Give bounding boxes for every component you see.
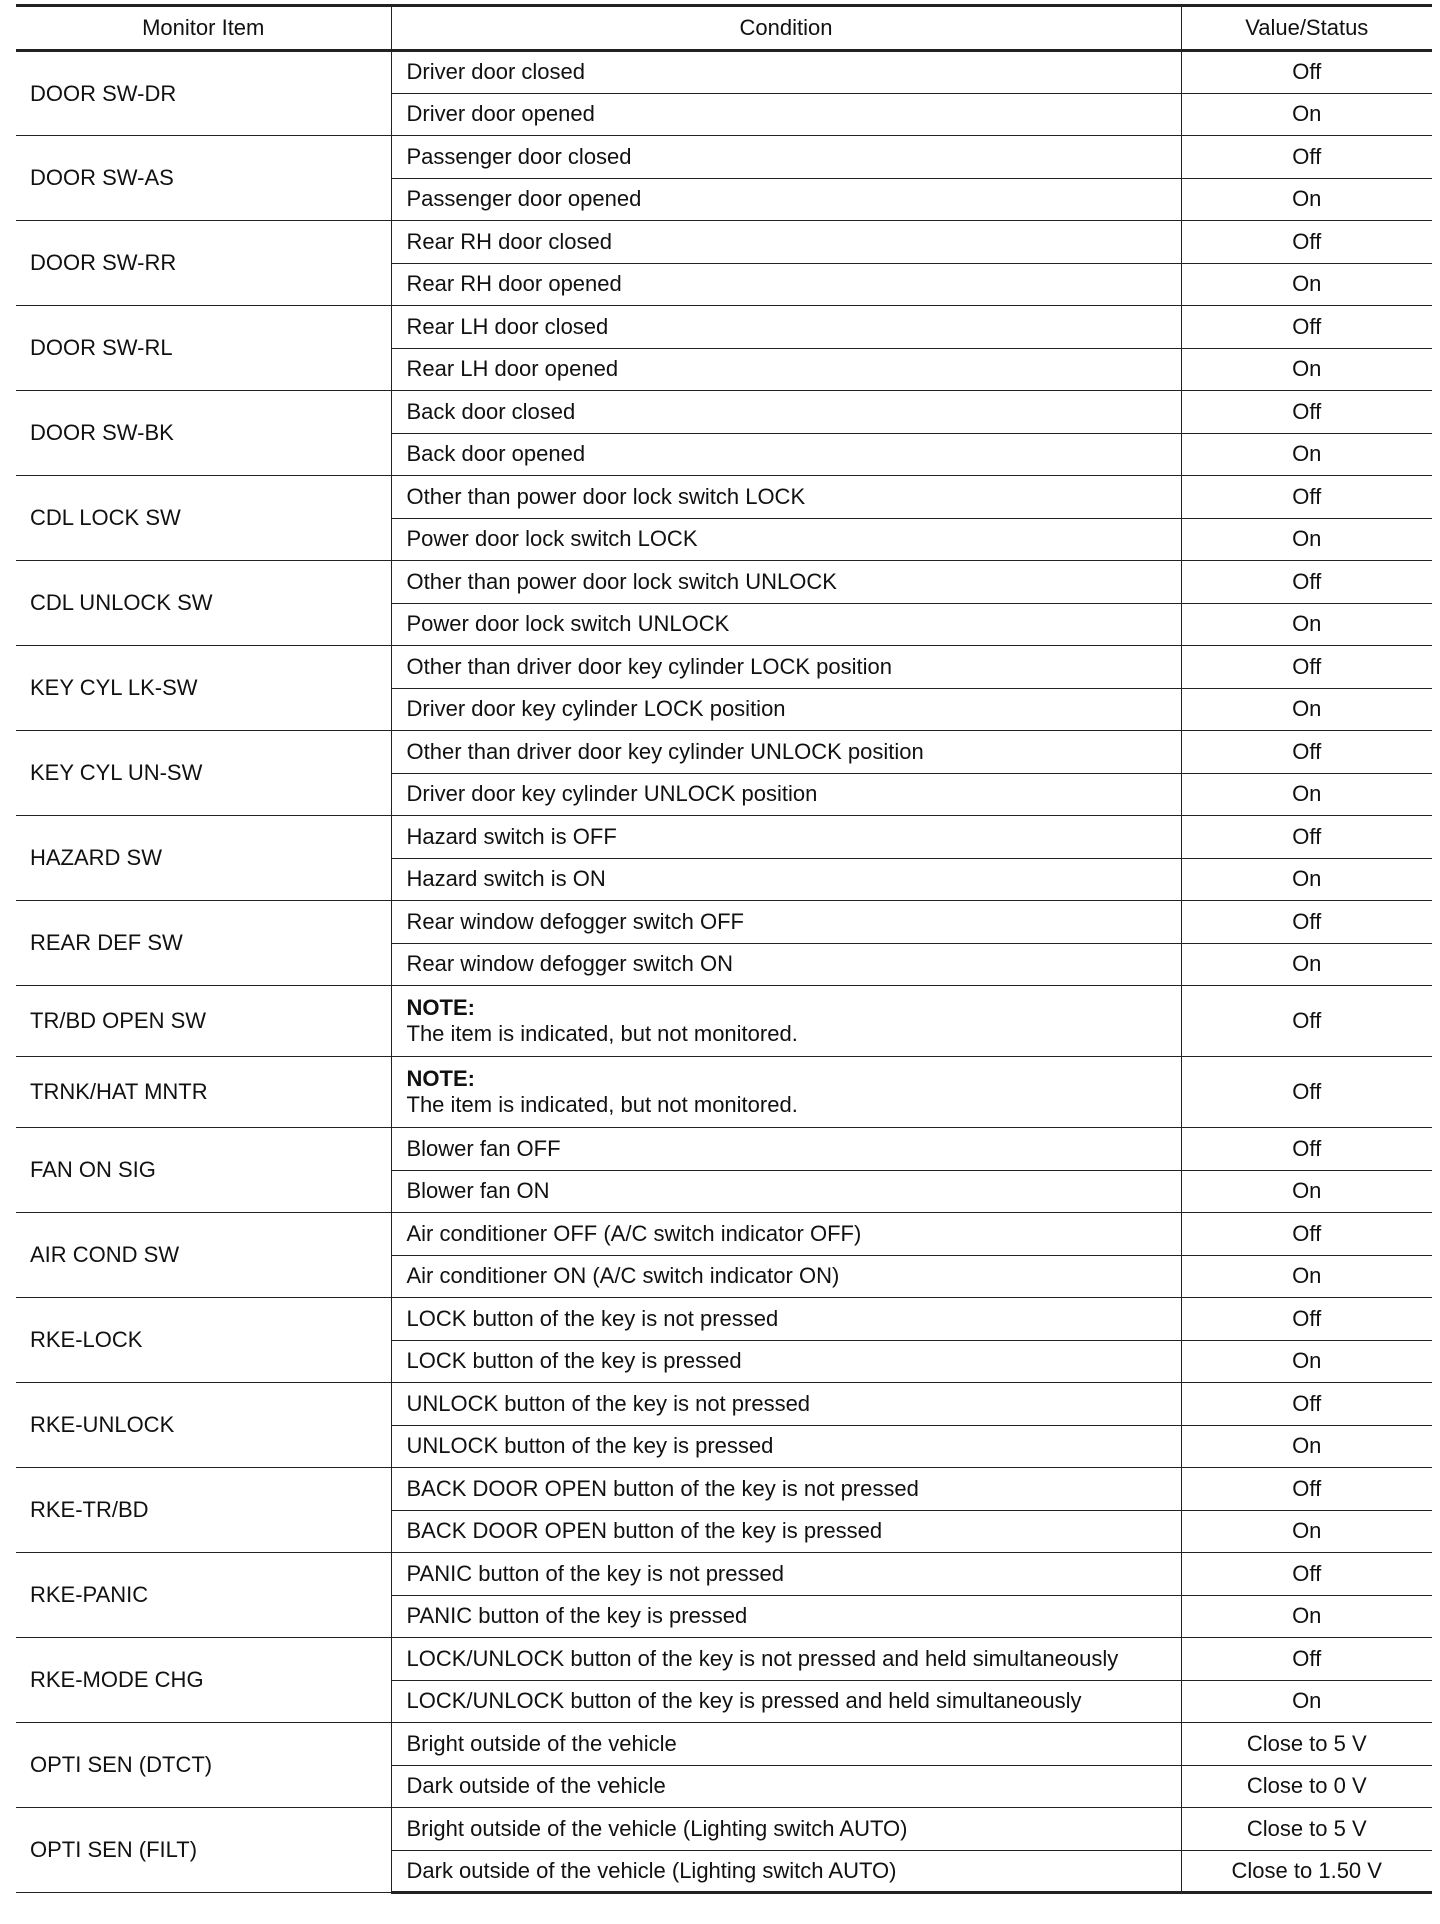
table-row-rke-unlock-1	[16, 1383, 1432, 1426]
value-status-cell: Off	[1181, 51, 1432, 94]
table-row-rke-lock-1	[16, 1298, 1432, 1341]
condition-cell: LOCK/UNLOCK button of the key is not pressed and held simultaneously	[391, 1638, 1181, 1681]
monitor-item-cell: DOOR SW-DR	[16, 51, 391, 136]
condition-cell: Driver door key cylinder LOCK position	[391, 688, 1181, 731]
value-status-cell: On	[1181, 518, 1432, 561]
header-condition: Condition	[391, 6, 1181, 51]
value-status-cell: Close to 1.50 V	[1181, 1850, 1432, 1893]
condition-cell: Passenger door opened	[391, 178, 1181, 221]
monitor-item-cell: OPTI SEN (DTCT)	[16, 1723, 391, 1808]
value-status-cell: On	[1181, 93, 1432, 136]
value-status-cell: Off	[1181, 306, 1432, 349]
value-status-cell: On	[1181, 1340, 1432, 1383]
condition-cell: PANIC button of the key is pressed	[391, 1595, 1181, 1638]
value-status-cell: Off	[1181, 1057, 1432, 1128]
condition-cell: UNLOCK button of the key is pressed	[391, 1425, 1181, 1468]
table-row-door-sw-rr-1	[16, 221, 1432, 264]
table-row-air-cond-sw-1	[16, 1213, 1432, 1256]
table-row-fan-on-sig-1	[16, 1128, 1432, 1171]
value-status-cell: Off	[1181, 901, 1432, 944]
monitor-item-cell: DOOR SW-RR	[16, 221, 391, 306]
monitor-item-cell: RKE-PANIC	[16, 1553, 391, 1638]
table-row-trnk-hat-mntr	[16, 1057, 1432, 1128]
value-status-cell: Off	[1181, 221, 1432, 264]
condition-cell: Air conditioner OFF (A/C switch indicator OFF)	[391, 1213, 1181, 1256]
monitor-item-cell: FAN ON SIG	[16, 1128, 391, 1213]
condition-cell: Other than power door lock switch UNLOCK	[391, 561, 1181, 604]
condition-cell: Dark outside of the vehicle	[391, 1765, 1181, 1808]
note-text: The item is indicated, but not monitored.	[406, 1092, 798, 1117]
condition-cell: Bright outside of the vehicle	[391, 1723, 1181, 1766]
table-row-door-sw-rl-1	[16, 306, 1432, 349]
monitor-item-cell: AIR COND SW	[16, 1213, 391, 1298]
condition-cell: Air conditioner ON (A/C switch indicator ON)	[391, 1255, 1181, 1298]
value-status-cell: On	[1181, 263, 1432, 306]
condition-cell: Rear window defogger switch OFF	[391, 901, 1181, 944]
value-status-cell: Off	[1181, 816, 1432, 859]
note-cell	[391, 1057, 1181, 1128]
value-status-cell: Off	[1181, 136, 1432, 179]
note-title: NOTE:	[406, 995, 475, 1020]
monitor-item-cell: KEY CYL LK-SW	[16, 646, 391, 731]
note-text: The item is indicated, but not monitored.	[406, 1021, 798, 1046]
value-status-cell: Off	[1181, 476, 1432, 519]
header-value-status: Value/Status	[1181, 6, 1432, 51]
value-status-cell: Off	[1181, 1298, 1432, 1341]
condition-cell: Driver door closed	[391, 51, 1181, 94]
table-row-rke-panic-1	[16, 1553, 1432, 1596]
table-row-door-sw-dr-1	[16, 51, 1432, 94]
condition-cell: Rear LH door closed	[391, 306, 1181, 349]
condition-cell: LOCK button of the key is pressed	[391, 1340, 1181, 1383]
condition-cell: BACK DOOR OPEN button of the key is pressed	[391, 1510, 1181, 1553]
monitor-item-document	[16, 4, 1432, 1894]
condition-cell: Driver door opened	[391, 93, 1181, 136]
monitor-item-cell: RKE-TR/BD	[16, 1468, 391, 1553]
monitor-item-cell: DOOR SW-BK	[16, 391, 391, 476]
monitor-item-cell: TRNK/HAT MNTR	[16, 1057, 391, 1128]
condition-cell: Other than driver door key cylinder UNLOCK position	[391, 731, 1181, 774]
value-status-cell: Off	[1181, 986, 1432, 1057]
value-status-cell: Off	[1181, 1553, 1432, 1596]
value-status-cell: On	[1181, 773, 1432, 816]
value-status-cell: Off	[1181, 1383, 1432, 1426]
table-row-tr-bd-open-sw	[16, 986, 1432, 1057]
value-status-cell: On	[1181, 943, 1432, 986]
table-body	[16, 51, 1432, 1893]
condition-cell: Passenger door closed	[391, 136, 1181, 179]
table-row-rear-def-sw-1	[16, 901, 1432, 944]
header-row	[16, 6, 1432, 51]
monitor-item-cell: CDL UNLOCK SW	[16, 561, 391, 646]
monitor-item-cell: RKE-LOCK	[16, 1298, 391, 1383]
table-row-rke-mode-chg-1	[16, 1638, 1432, 1681]
condition-cell: Power door lock switch LOCK	[391, 518, 1181, 561]
table-row-hazard-sw-1	[16, 816, 1432, 859]
condition-cell: Back door closed	[391, 391, 1181, 434]
condition-cell: Blower fan ON	[391, 1170, 1181, 1213]
condition-cell: Hazard switch is ON	[391, 858, 1181, 901]
value-status-cell: On	[1181, 1425, 1432, 1468]
condition-cell: Dark outside of the vehicle (Lighting switch AUTO)	[391, 1850, 1181, 1893]
value-status-cell: Off	[1181, 1128, 1432, 1171]
monitor-item-cell: KEY CYL UN-SW	[16, 731, 391, 816]
table-row-door-sw-bk-1	[16, 391, 1432, 434]
value-status-cell: On	[1181, 603, 1432, 646]
condition-cell: Rear window defogger switch ON	[391, 943, 1181, 986]
value-status-cell: On	[1181, 1170, 1432, 1213]
value-status-cell: Off	[1181, 1638, 1432, 1681]
value-status-cell: Close to 5 V	[1181, 1723, 1432, 1766]
condition-cell: Back door opened	[391, 433, 1181, 476]
note-cell	[391, 986, 1181, 1057]
monitor-item-cell: REAR DEF SW	[16, 901, 391, 986]
condition-cell: Rear LH door opened	[391, 348, 1181, 391]
value-status-cell: On	[1181, 1595, 1432, 1638]
monitor-item-cell: CDL LOCK SW	[16, 476, 391, 561]
condition-cell: Rear RH door opened	[391, 263, 1181, 306]
condition-cell: PANIC button of the key is not pressed	[391, 1553, 1181, 1596]
condition-cell: Bright outside of the vehicle (Lighting switch AUTO)	[391, 1808, 1181, 1851]
monitor-item-cell: OPTI SEN (FILT)	[16, 1808, 391, 1893]
table-header	[16, 6, 1432, 51]
header-monitor-item: Monitor Item	[16, 6, 391, 51]
condition-cell: Rear RH door closed	[391, 221, 1181, 264]
monitor-item-cell: DOOR SW-AS	[16, 136, 391, 221]
monitor-item-cell: HAZARD SW	[16, 816, 391, 901]
value-status-cell: Close to 0 V	[1181, 1765, 1432, 1808]
value-status-cell: On	[1181, 1680, 1432, 1723]
condition-cell: Other than driver door key cylinder LOCK position	[391, 646, 1181, 689]
value-status-cell: On	[1181, 348, 1432, 391]
condition-cell: Other than power door lock switch LOCK	[391, 476, 1181, 519]
value-status-cell: Off	[1181, 1468, 1432, 1511]
value-status-cell: On	[1181, 1510, 1432, 1553]
table-row-rke-tr-bd-1	[16, 1468, 1432, 1511]
condition-cell: Driver door key cylinder UNLOCK position	[391, 773, 1181, 816]
condition-cell: BACK DOOR OPEN button of the key is not pressed	[391, 1468, 1181, 1511]
monitor-item-cell: DOOR SW-RL	[16, 306, 391, 391]
table-row-cdl-lock-sw-1	[16, 476, 1432, 519]
note-title: NOTE:	[406, 1066, 475, 1091]
condition-cell: UNLOCK button of the key is not pressed	[391, 1383, 1181, 1426]
condition-cell: Blower fan OFF	[391, 1128, 1181, 1171]
value-status-cell: On	[1181, 858, 1432, 901]
table-row-cdl-unlock-sw-1	[16, 561, 1432, 604]
value-status-cell: On	[1181, 178, 1432, 221]
monitor-item-cell: TR/BD OPEN SW	[16, 986, 391, 1057]
value-status-cell: On	[1181, 688, 1432, 731]
value-status-cell: Off	[1181, 646, 1432, 689]
value-status-cell: Off	[1181, 561, 1432, 604]
value-status-cell: Close to 5 V	[1181, 1808, 1432, 1851]
table-row-key-cyl-lk-sw-1	[16, 646, 1432, 689]
value-status-cell: Off	[1181, 1213, 1432, 1256]
value-status-cell: On	[1181, 1255, 1432, 1298]
monitor-item-cell: RKE-MODE CHG	[16, 1638, 391, 1723]
condition-cell: LOCK button of the key is not pressed	[391, 1298, 1181, 1341]
value-status-cell: On	[1181, 433, 1432, 476]
table-row-key-cyl-un-sw-1	[16, 731, 1432, 774]
monitor-item-table	[16, 4, 1432, 1894]
monitor-item-cell: RKE-UNLOCK	[16, 1383, 391, 1468]
value-status-cell: Off	[1181, 391, 1432, 434]
condition-cell: Hazard switch is OFF	[391, 816, 1181, 859]
condition-cell: Power door lock switch UNLOCK	[391, 603, 1181, 646]
table-row-opti-sen-dtct-1	[16, 1723, 1432, 1766]
value-status-cell: Off	[1181, 731, 1432, 774]
table-row-door-sw-as-1	[16, 136, 1432, 179]
condition-cell: LOCK/UNLOCK button of the key is pressed and held simultaneously	[391, 1680, 1181, 1723]
table-row-opti-sen-filt-1	[16, 1808, 1432, 1851]
